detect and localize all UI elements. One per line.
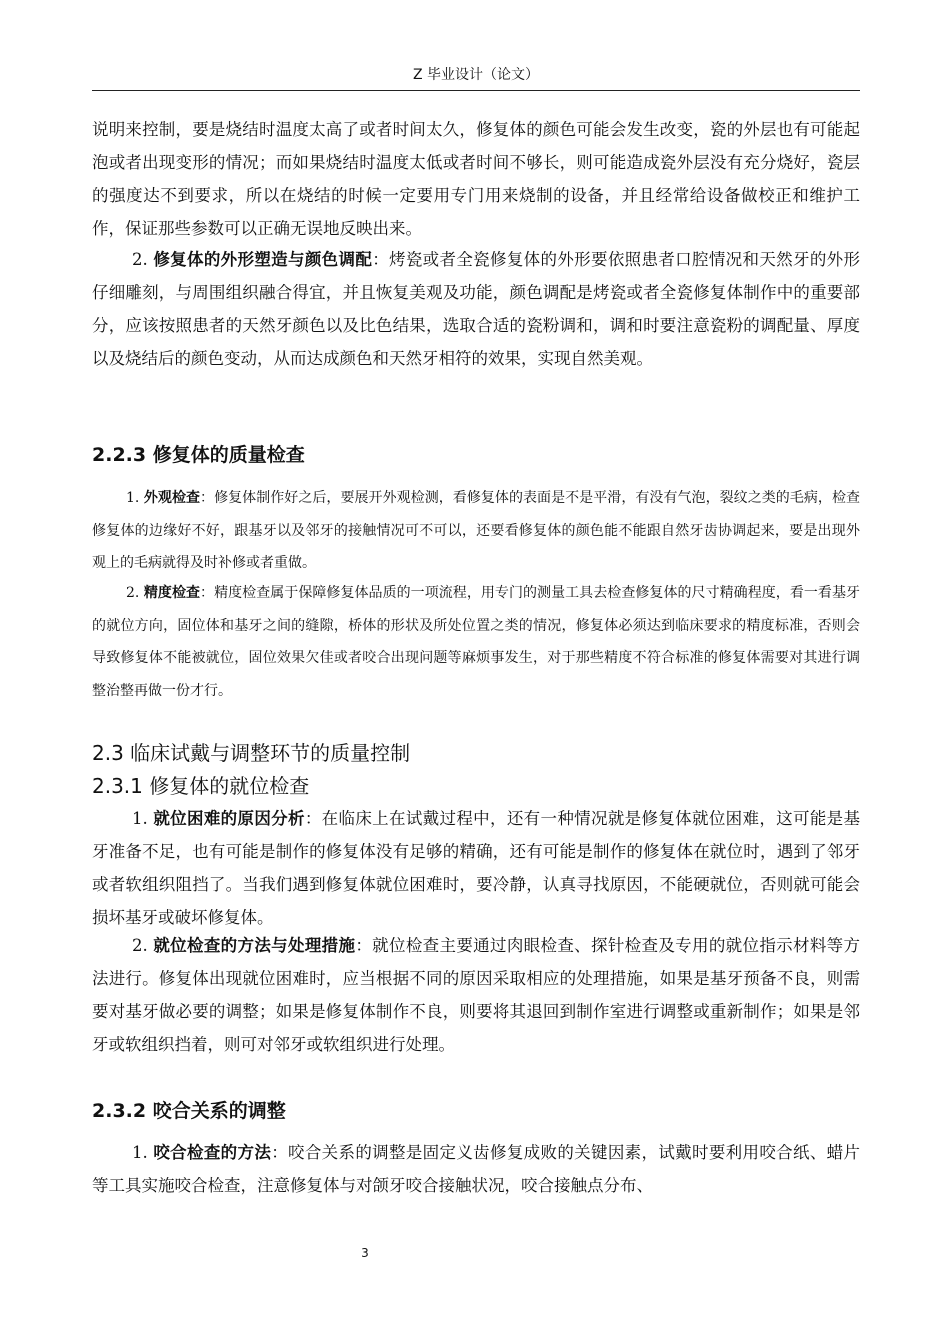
paragraph-seating-causes (92, 802, 860, 934)
paragraph-body: ：烤瓷或者全瓷修复体的外形要依照患者口腔情况和天然牙的外形仔细雕刻，与周围组织融合得宜，并且恢复美观及功能，颜色调配是烤瓷或者全瓷修复体制作中的重要部分，应该按照患者的天然牙颜色以及比色结果，选取合适的瓷粉调和，调和时要注意瓷粉的调配量、厚度以及烧结后的颜色变动，从而达成颜色和天然牙相符的效果，实现自然美观。 (92, 250, 861, 368)
heading-2-3: 2.3 临床试戴与调整环节的质量控制 (92, 741, 411, 765)
bold-lead: 就位困难的原因分析 (153, 809, 305, 828)
paragraph-shape-color (92, 243, 860, 375)
heading-2-3-1: 2.3.1 修复体的就位检查 (92, 774, 310, 798)
paragraph-seating-methods (92, 929, 860, 1061)
paragraph-body: ：就位检查主要通过肉眼检查、探针检查及专用的就位指示材料等方法进行。修复体出现就位困难时，应当根据不同的原因采取相应的处理措施，如果是基牙预备不良，则需要对基牙做必要的调整；如果是修复体制作不良，则要将其退回到制作室进行调整或重新制作；如果是邻牙或软组织挡着，则可对邻牙或软组织进行处理。 (92, 936, 861, 1054)
list-number: 2. (126, 585, 140, 601)
heading-2-2-3: 2.2.3 修复体的质量检查 (92, 444, 305, 466)
paragraph-precision-check (92, 577, 860, 707)
list-number: 2. (132, 250, 148, 269)
bold-lead: 咬合检查的方法 (153, 1143, 272, 1162)
bold-lead: 修复体的外形塑造与颜色调配 (153, 250, 373, 269)
paragraph-appearance-check (92, 482, 860, 580)
page-number: 3 (361, 1246, 369, 1260)
bold-lead: 外观检查 (143, 490, 201, 506)
paragraph-body: ：精度检查属于保障修复体品质的一项流程，用专门的测量工具去检查修复体的尺寸精确程度，看一看基牙的就位方向，固位体和基牙之间的缝隙，桥体的形状及所处位置之类的情况，修复体必须达到临床要求的精度标准，否则会导致修复体不能被就位，固位效果欠佳或者咬合出现问题等麻烦事发生，对于那些精度不符合标准的修复体需要对其进行调整治整再做一份才行。 (92, 585, 861, 699)
paragraph-body: ：修复体制作好之后，要展开外观检测，看修复体的表面是不是平滑，有没有气泡，裂纹之类的毛病，检查修复体的边缘好不好，跟基牙以及邻牙的接触情况可不可以，还要看修复体的颜色能不能跟自然牙齿协调起来，要是出现外观上的毛病就得及时补修或者重做。 (92, 490, 861, 571)
page-header: Z 毕业设计（论文） (92, 64, 860, 91)
bold-lead: 就位检查的方法与处理措施 (153, 936, 356, 955)
heading-2-3-2: 2.3.2 咬合关系的调整 (92, 1100, 286, 1122)
paragraph-sintering: 说明来控制，要是烧结时温度太高了或者时间太久，修复体的颜色可能会发生改变，瓷的外层也有可能起泡或者出现变形的情况；而如果烧结时温度太低或者时间不够长，则可能造成瓷外层没有充分烧好，瓷层的强度达不到要求，所以在烧结的时候一定要用专门用来烧制的设备，并且经常给设备做校正和维护工作，保证那些参数可以正确无误地反映出来。 (92, 120, 860, 238)
paragraph-occlusion-check (92, 1136, 860, 1202)
list-number: 1. (126, 490, 140, 506)
paragraph-body: ：在临床上在试戴过程中，还有一种情况就是修复体就位困难，这可能是基牙准备不足，也有可能是制作的修复体没有足够的精确，还有可能是制作的修复体在就位时，遇到了邻牙或者软组织阻挡了。当我们遇到修复体就位困难时，要冷静，认真寻找原因，不能硬就位，否则就可能会损坏基牙或破坏修复体。 (92, 809, 861, 927)
list-number: 1. (132, 809, 148, 828)
bold-lead: 精度检查 (143, 585, 201, 601)
paragraph-body: ：咬合关系的调整是固定义齿修复成败的关键因素，试戴时要利用咬合纸、蜡片等工具实施咬合检查，注意修复体与对颌牙咬合接触状况，咬合接触点分布、 (92, 1143, 861, 1195)
list-number: 1. (132, 1143, 148, 1162)
list-number: 2. (132, 936, 148, 955)
